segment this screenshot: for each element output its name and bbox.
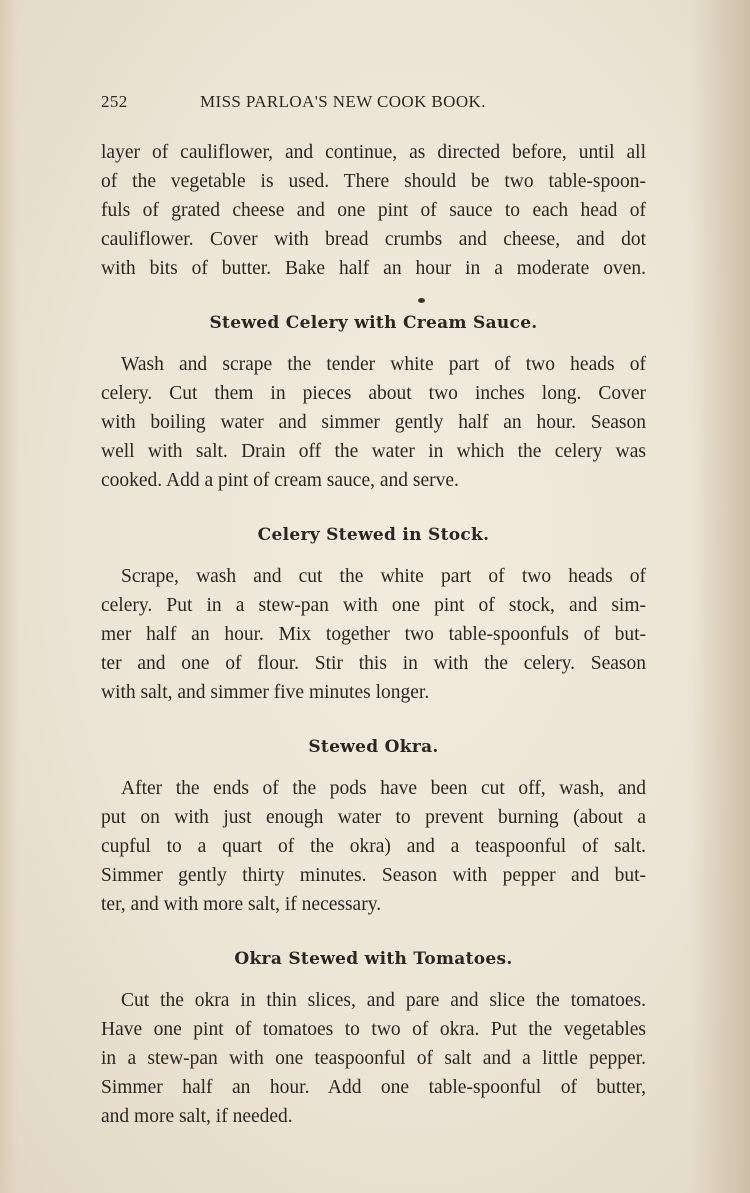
text-line: layer of cauliflower, and continue, as directed before, until all bbox=[101, 142, 646, 163]
text-line: Have one pint of tomatoes to two of okra. Put the vegetables bbox=[101, 1019, 646, 1040]
recipe-title: Celery Stewed in Stock. bbox=[257, 525, 490, 545]
text-line: celery. Put in a stew-pan with one pint of stock, and sim- bbox=[101, 595, 646, 616]
text-line: put on with just enough water to prevent burning (about a bbox=[101, 807, 646, 828]
text-line: Simmer half an hour. Add one table-spoonful of butter, bbox=[101, 1077, 646, 1098]
recipe-paragraph bbox=[101, 774, 646, 919]
page-number: 252 bbox=[101, 92, 128, 111]
text-line: well with salt. Drain off the water in which the celery was bbox=[101, 441, 646, 462]
text-line: cooked. Add a pint of cream sauce, and serve. bbox=[101, 470, 459, 491]
text-line: cauliflower. Cover with bread crumbs and cheese, and dot bbox=[101, 229, 646, 250]
text-line: Scrape, wash and cut the white part of two heads of bbox=[121, 566, 646, 587]
text-line: of the vegetable is used. There should be two table-spoon- bbox=[101, 171, 646, 192]
recipe-paragraph bbox=[101, 350, 646, 495]
recipe-paragraph bbox=[101, 986, 646, 1131]
text-line: in a stew-pan with one teaspoonful of salt and a little pepper. bbox=[101, 1048, 646, 1069]
text-line: mer half an hour. Mix together two table-spoonfuls of but- bbox=[101, 624, 646, 645]
recipe-title: Stewed Okra. bbox=[308, 737, 439, 757]
text-line: with salt, and simmer five minutes longer. bbox=[101, 682, 430, 703]
text-line: Wash and scrape the tender white part of two heads of bbox=[121, 354, 646, 375]
text-line: After the ends of the pods have been cut off, wash, and bbox=[121, 778, 646, 799]
recipe-title: Okra Stewed with Tomatoes. bbox=[234, 949, 513, 969]
recipe-paragraph bbox=[101, 562, 646, 707]
text-line: ter, and with more salt, if necessary. bbox=[101, 894, 382, 915]
text-line: with bits of butter. Bake half an hour in a moderate oven. bbox=[101, 258, 646, 279]
text-line: fuls of grated cheese and one pint of sauce to each head of bbox=[101, 200, 646, 221]
text-line: Cut the okra in thin slices, and pare and slice the tomatoes. bbox=[121, 990, 646, 1011]
text-line: with boiling water and simmer gently half an hour. Season bbox=[101, 412, 646, 433]
text-line: celery. Cut them in pieces about two inches long. Cover bbox=[101, 383, 646, 404]
text-line: and more salt, if needed. bbox=[101, 1106, 293, 1127]
recipe-title: Stewed Celery with Cream Sauce. bbox=[209, 313, 538, 333]
text-line: Simmer gently thirty minutes. Season with pepper and but- bbox=[101, 865, 646, 886]
running-head bbox=[101, 88, 646, 116]
book-title: MISS PARLOA'S NEW COOK BOOK. bbox=[200, 92, 486, 111]
page-body bbox=[101, 138, 646, 1131]
text-line: ter and one of flour. Stir this in with the celery. Season bbox=[101, 653, 646, 674]
text-line: cupful to a quart of the okra) and a teaspoonful of salt. bbox=[101, 836, 646, 857]
continued-paragraph bbox=[101, 138, 646, 283]
